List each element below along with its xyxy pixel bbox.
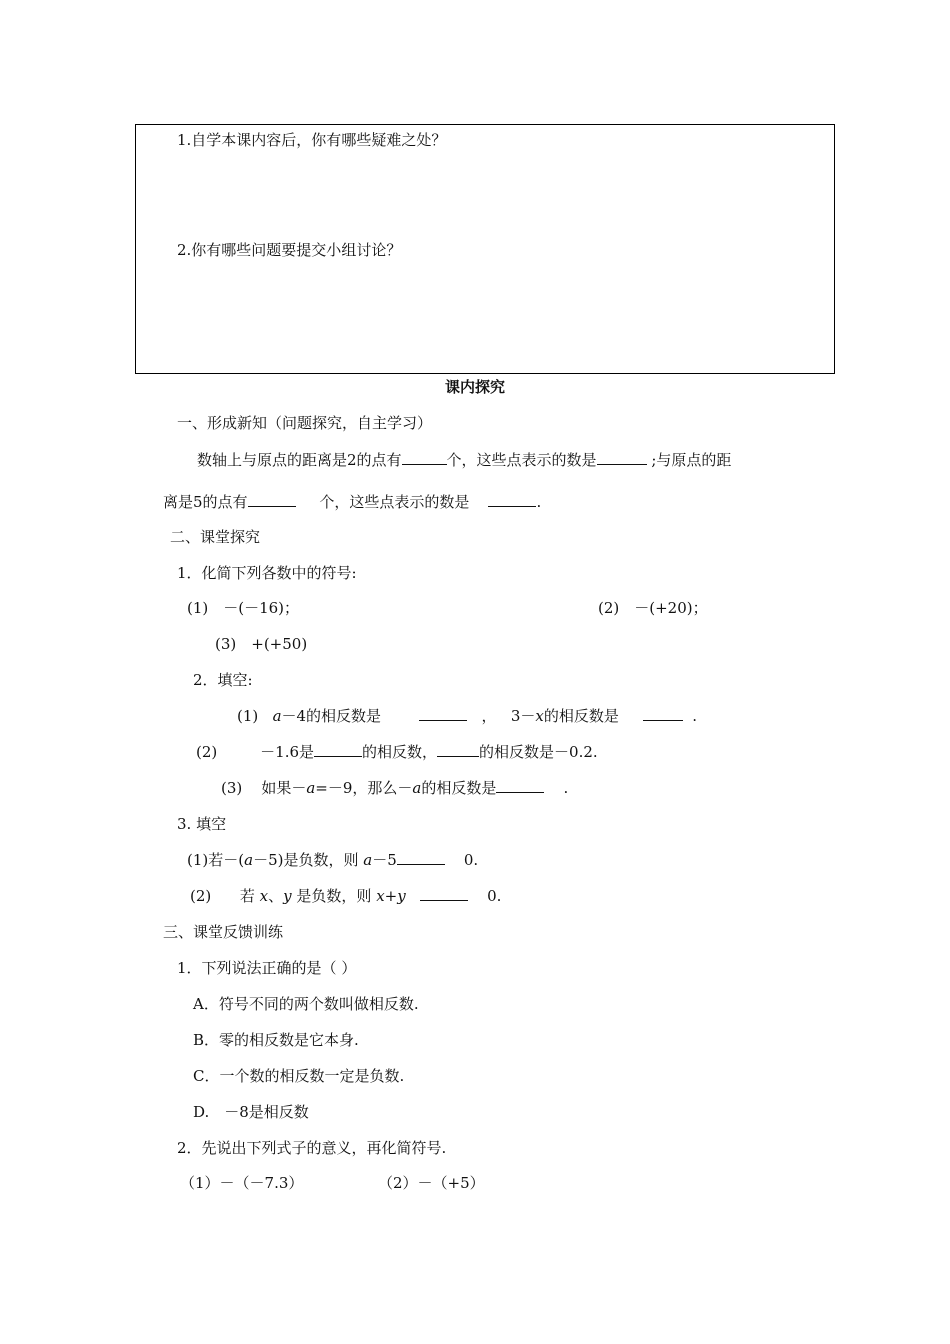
question-1: 1.自学本课内容后，你有哪些疑难之处？ — [177, 131, 447, 149]
q2-2-b: 的相反数， — [362, 743, 438, 761]
blank-6[interactable] — [643, 706, 683, 721]
var-x-2: x — [259, 887, 269, 905]
part3-q1-title: 1．下列说法正确的是（ ） — [177, 959, 357, 977]
part1-line2-b: 个，这些点表示的数是 — [319, 493, 470, 511]
q3-2-c: 是负数，则 — [296, 887, 372, 905]
part1-heading: 一、形成新知（问题探究，自主学习） — [177, 414, 433, 432]
var-a-3: a — [412, 779, 422, 797]
q2-2-c: 的相反数是－0.2. — [479, 743, 598, 761]
q3-1-b: －5)是负数，则 — [253, 851, 359, 869]
part1-line1-b: 个，这些点表示的数是 — [446, 451, 597, 469]
part3-q2-2: （2）－（+5） — [378, 1174, 485, 1192]
var-a: a — [272, 707, 282, 725]
q3-1-d: 0. — [463, 851, 479, 869]
var-a-2: a — [306, 779, 316, 797]
question-2: 2.你有哪些问题要提交小组讨论？ — [177, 241, 402, 259]
part2-q1-2: (2) －(+20)； — [598, 599, 708, 617]
blank-9[interactable] — [496, 778, 544, 793]
blank-8[interactable] — [437, 742, 479, 757]
part1-line1-c: ;与原点的距 — [651, 451, 732, 469]
var-a-4: a — [244, 851, 254, 869]
part1-line2-a: 离是5的点有 — [163, 493, 248, 511]
q2-2-num: (2) — [196, 743, 218, 761]
q2-1-a: －4的相反数是 — [281, 707, 382, 725]
part3-q2-title: 2．先说出下列式子的意义，再化简符号. — [177, 1139, 447, 1157]
option-b: B．零的相反数是它本身. — [193, 1031, 359, 1049]
part1-line2 — [163, 492, 541, 512]
q2-3-c: 的相反数是 — [421, 779, 497, 797]
part1-line1-a: 数轴上与原点的距离是2的点有 — [197, 451, 402, 469]
blank-11[interactable] — [420, 886, 468, 901]
q3-2-num: (2) — [190, 887, 212, 905]
q2-3-d: . — [563, 779, 569, 797]
q3-2-a: 若 — [239, 887, 255, 905]
q3-2-b: 、 — [268, 887, 284, 905]
q2-1-num: (1) — [237, 707, 259, 725]
q2-1-c: 3－ — [510, 707, 536, 725]
part3-heading: 三、课堂反馈训练 — [163, 923, 284, 941]
blank-2[interactable] — [597, 450, 647, 465]
blank-10[interactable] — [397, 850, 445, 865]
q2-3-b: =－9，那么－ — [315, 779, 413, 797]
blank-4[interactable] — [488, 492, 536, 507]
part2-q3-1 — [187, 850, 478, 870]
part2-q2-3 — [221, 778, 568, 798]
blank-5[interactable] — [419, 706, 467, 721]
q3-1-a: (1)若－( — [187, 851, 245, 869]
part1-line2-c: . — [536, 493, 542, 511]
expr-x-plus-y: x+y — [376, 887, 406, 905]
part2-q2-title: 2．填空: — [193, 671, 253, 689]
q2-1-d: 的相反数是 — [543, 707, 619, 725]
option-d: D. －8是相反数 — [193, 1103, 309, 1121]
blank-7[interactable] — [314, 742, 362, 757]
part3-q2-1: （1）－（－7.3） — [180, 1174, 304, 1192]
q2-3-a: 如果－ — [261, 779, 307, 797]
part2-q2-1 — [237, 706, 697, 726]
var-y: y — [283, 887, 292, 905]
part2-q1-title: 1．化简下列各数中的符号: — [177, 564, 357, 582]
part2-q2-2 — [196, 742, 598, 762]
option-a: A．符号不同的两个数叫做相反数. — [193, 995, 419, 1013]
q2-2-a: －1.6是 — [260, 743, 315, 761]
q3-2-d: 0. — [487, 887, 502, 905]
blank-1[interactable] — [402, 450, 447, 465]
part2-heading: 二、课堂探究 — [170, 528, 261, 546]
option-c: C．一个数的相反数一定是负数. — [193, 1067, 405, 1085]
q3-1-c: －5 — [372, 851, 397, 869]
var-x: x — [535, 707, 544, 725]
blank-3[interactable] — [248, 492, 296, 507]
q2-1-e: . — [692, 707, 698, 725]
part1-line1 — [197, 450, 731, 470]
section-title: 课内探究 — [444, 378, 505, 396]
q2-1-b: ， — [481, 707, 497, 725]
part2-q1-3: (3) +(+50) — [215, 635, 308, 653]
part2-q3-2 — [190, 886, 501, 906]
q2-3-num: (3) — [221, 779, 243, 797]
part2-q1-1: (1) －(－16)； — [187, 599, 300, 617]
part2-q3-title: 3. 填空 — [177, 815, 227, 833]
var-a-5: a — [363, 851, 373, 869]
